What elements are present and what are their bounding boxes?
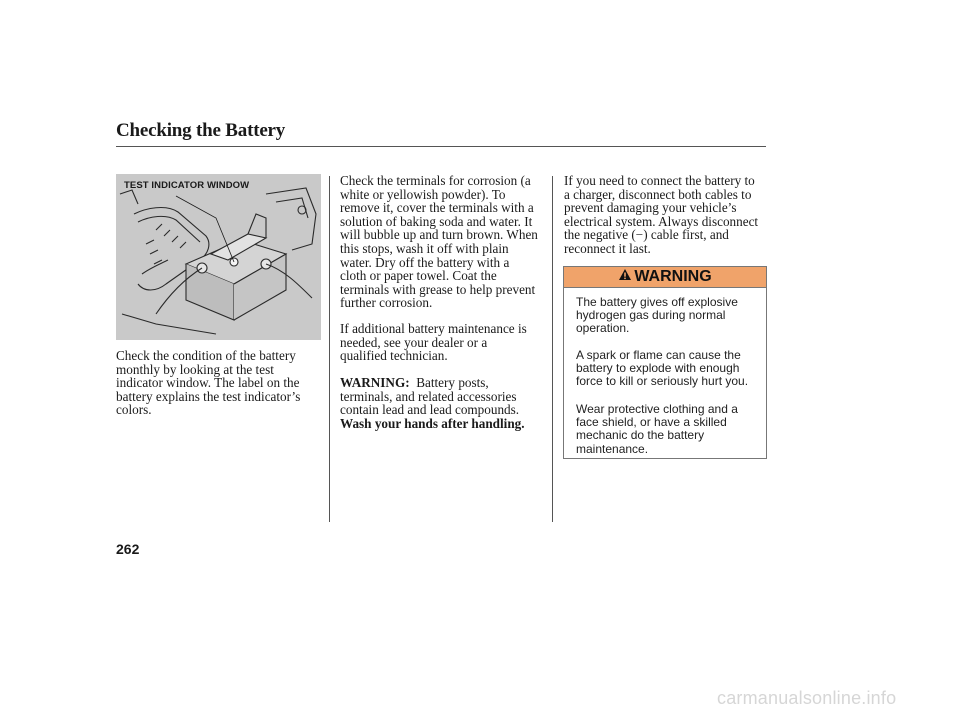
warning-text-1: The battery gives off explosive hydrogen gas during normal operation. bbox=[576, 295, 738, 336]
battery-illustration bbox=[116, 174, 321, 340]
warning-triangle-icon bbox=[618, 268, 632, 286]
column-divider-2 bbox=[552, 176, 553, 522]
wash-hands-text: Wash your hands after handling. bbox=[340, 416, 525, 431]
warning-text-2: A spark or flame can cause the battery to explode with enough force to kill or seriously hurt you. bbox=[576, 348, 749, 389]
maintenance-paragraph: If additional battery maintenance is needed, see your dealer or a qualified technician. bbox=[340, 321, 527, 364]
lead-warning-label: WARNING: bbox=[340, 375, 410, 390]
page-title: Checking the Battery bbox=[116, 120, 286, 141]
warning-text-3: Wear protective clothing and a face shield, or have a skilled mechanic do the battery maintenance. bbox=[576, 402, 738, 456]
battery-engine-drawing bbox=[116, 174, 321, 340]
warning-header bbox=[564, 267, 766, 288]
warning-box bbox=[563, 266, 767, 459]
lead-warning bbox=[340, 376, 519, 417]
lead-warning-text: Battery posts, terminals, and related accessories contain lead and lead compounds. bbox=[340, 375, 520, 418]
corrosion-paragraph: Check the terminals for corrosion (a white or yellowish powder). To remove it, cover the terminals with a solution of baking soda and water. It will bubble up and turn brown. When this stops, wash it off with plain water. Dry off the battery with a cloth or paper towel. Coat the terminals with grease to help prevent further corrosion. bbox=[340, 173, 538, 311]
page-number: 262 bbox=[116, 541, 140, 557]
figure-label: TEST INDICATOR WINDOW bbox=[124, 180, 250, 191]
charger-paragraph: If you need to connect the battery to a charger, disconnect both cables to prevent damaging your vehicle’s electrical system. Always disconnect the negative (−) cable first, and reconnect it last. bbox=[564, 173, 759, 256]
warning-heading: WARNING bbox=[634, 268, 712, 285]
title-rule bbox=[116, 146, 766, 147]
watermark: carmanualsonline.info bbox=[717, 688, 897, 708]
condition-paragraph: Check the condition of the battery monthly by looking at the test indicator window. The label on the battery explains the test indicator’s colors. bbox=[116, 348, 301, 418]
column-divider-1 bbox=[329, 176, 330, 522]
